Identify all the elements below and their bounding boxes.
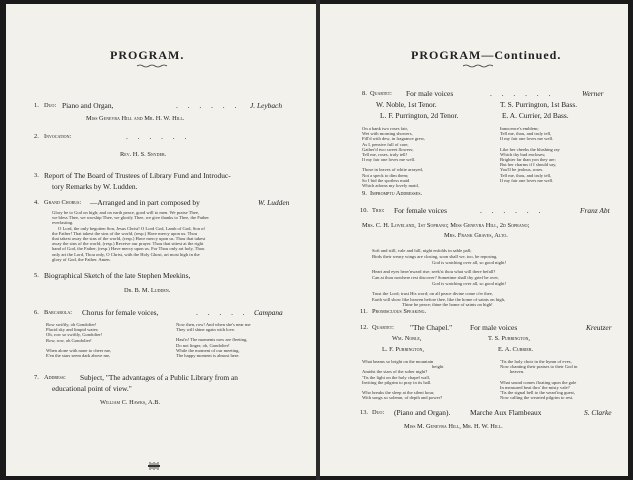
item-7-line2: educational point of view."	[52, 384, 132, 393]
item-12-performer-d: E. A. Currier.	[498, 346, 534, 353]
item-6-number: 6.	[34, 309, 39, 316]
item-5-number: 5.	[34, 272, 39, 279]
title-ornament	[137, 64, 167, 68]
item-4-composer: W. Ludden	[258, 198, 290, 207]
item-12-desc2: For male voices	[470, 323, 518, 332]
item-6-leader: . . . . . .	[196, 308, 261, 317]
item-10-leader: . . . . . .	[480, 206, 545, 215]
item-9-label: Impromptu Addresses.	[370, 190, 423, 197]
item-6-composer: Campana	[254, 308, 283, 317]
item-8-leader: . . . . . .	[490, 89, 555, 98]
item-12-performer-b: T. S. Purrington,	[488, 335, 531, 342]
item-1-composer: J. Leybach	[250, 101, 283, 110]
item-8-number: 8.	[362, 90, 367, 97]
title-ornament	[463, 64, 493, 68]
item-8-performer-b: T. S. Purrington, 1st Bass.	[500, 100, 578, 109]
item-6-verse-left: Row swiftly, oh Gondolier! Placid sky and limpid water; Oh, row so swiftly, Gondolier! Row, row, oh Gondolier! When alone with none to cheer me, E'en the stars seem dark above me,	[46, 322, 112, 359]
item-2-label: Invocation:	[44, 133, 72, 140]
fleuron-ornament-icon	[146, 457, 162, 465]
item-2-performers: Rev. H. S. Snyder.	[120, 151, 167, 158]
item-1-desc: Piano and Organ,	[62, 101, 114, 110]
item-1-number: 1.	[34, 102, 39, 109]
item-11-label: Promiscuous Speaking.	[372, 308, 427, 315]
item-12-performer-a: Wm. Noble,	[392, 335, 422, 342]
item-10-label: Trio:	[372, 207, 385, 214]
item-6-label: Barcarola:	[44, 309, 73, 316]
left-page-title: PROGRAM.	[110, 48, 185, 62]
item-8-composer: Werner	[582, 89, 604, 98]
item-9-number: 9.	[362, 190, 367, 197]
item-1-label: Duo:	[44, 102, 57, 109]
item-3-line1: Report of The Board of Trustees of Library Fund and Introduc-	[44, 171, 231, 180]
item-6-verse-right: Now then, row! And when she's near me They will shine again with love. Hast'n! The moments now are fleeting, Do not linger, oh, Gondolier! While the moment of our meeting, The happy moment is almost here.	[176, 322, 251, 359]
item-10-desc: For female voices	[394, 206, 447, 215]
item-11-number: 11.	[360, 308, 368, 315]
item-2-number: 2.	[34, 133, 39, 140]
item-5-line1: Biographical Sketch of the late Stephen Meekins,	[44, 271, 191, 280]
item-2-leader: . . . . . .	[126, 132, 191, 141]
item-7-number: 7.	[34, 374, 39, 381]
item-4-text: Glory be to God on high; and on earth peace, good will to men. We praise Thee, we bless Thee, we worship Thee, we glorify Thee, we give thanks to Thee, the Father everlasting. O Lord, the only begotten Son, Jesus Christ! O Lord God, Lamb of God, Son of the Father! That takest the sins of the world, (resp.) Have mercy upon us. Thou that takest away the sins of the world, (resp.) Have mercy upon us. Thou that takest away the sins of the world, (resp.) Receive our prayer. Thou that sittest at the right hand of God, the Father, (resp.) Have mercy upon us. For Thou only art holy, Thou only art the Lord, Thou only, O Christ, with the Holy Ghost, art most high in the glory of God, the Father. Amen.	[52, 210, 209, 262]
item-1-performers: Miss Genevra Hill and Mr. H. W. Hill.	[86, 115, 185, 122]
item-8-verse-left: On a bank two roses fair, Wet with morning showers, Fill'd with dew, in fragrance grew, As I, pensive full of care, Gather'd two sweet flowers; Tell me, roses, truly tell! If my fair one loves me well. Those in leaves of white arrayed, Not a speck to dim them; So I bid the spotless maid Which adorns my lovely maid,	[362, 126, 425, 189]
right-page-title: PROGRAM—Continued.	[411, 48, 562, 62]
item-12-desc: "The Chapel."	[410, 323, 453, 332]
item-13-performers: Miss M. Genevra Hill, Mr. H. W. Hill.	[404, 423, 503, 430]
item-8-verse-right: Innocence's emblem; Tell me, thou, and truly tell, If my fair one loves me well. Like her cheeks the blushing ray Which thy bud encloses; Brighter far than yon they are; But her charms if I should say, You'll be jealous, roses. Tell me, thou, and truly tell, If my fair one loves me well.	[500, 126, 560, 183]
item-7-label: Address:	[44, 374, 66, 381]
item-12-composer: Kreutzer	[586, 323, 612, 332]
item-3-number: 3.	[34, 172, 39, 179]
item-8-desc: For male voices	[406, 89, 454, 98]
item-13-desc: (Piano and Organ).	[394, 408, 451, 417]
item-1-leader: . . . . . .	[176, 101, 241, 110]
item-12-number: 12.	[360, 324, 368, 331]
item-10-number: 10.	[360, 207, 368, 214]
item-8-performer-a: W. Noble, 1st Tenor.	[376, 100, 437, 109]
item-12-label: Quartet:	[372, 324, 394, 331]
item-10-composer: Franz Abt	[580, 206, 610, 215]
item-8-performer-c: L. F. Purrington, 2d Tenor.	[380, 111, 459, 120]
item-13-desc2: Marche Aux Flambeaux	[470, 408, 542, 417]
item-4-label: Grand Chorus:	[44, 199, 82, 206]
item-10-performers-line2: Mrs. Frank Graves, Alto.	[444, 232, 508, 239]
item-3-line2: tory Remarks by W. Ludden.	[52, 182, 138, 191]
item-10-verse: Soft and still, vale and hill, night enfolds in sable pall; Birds their weary wings are closing, soon shall we, too, be reposing. God is watching over all, so good night! Heart and eyes heav'nward rise; seek'st thou what will there befall? Can at thou nowhere rest discover? Sometime shall thy grief be over, God is watching over all, so good night! Trust the Lord; trust His word; on all peace divine come o'er thee, Earth will show like heaven before thee, like the home of saints on high, Thine be peace; thine the home of saints on high!	[372, 248, 507, 308]
right-page	[320, 4, 628, 476]
item-13-label: Duo:	[372, 409, 385, 416]
item-7-performers: William C. Hawks, A.B.	[100, 399, 161, 406]
item-8-performer-d: E. A. Currier, 2d Bass.	[502, 111, 569, 120]
item-12-performer-c: L. F. Purrington,	[382, 346, 424, 353]
item-5-performers: Dr. B. M. Ludden.	[124, 287, 171, 294]
item-12-verse-left: What beams so bright on the mountain height Amidst the stars of the sober night? 'Tis the light on the holy chapel wall, Inviting the pilgrim to pray in its hall. Who breaks the sleep at the silent hour, With songs so solemn, of depth and power?	[362, 359, 444, 401]
item-13-composer: S. Clarke	[584, 408, 612, 417]
item-4-number: 4.	[34, 199, 39, 206]
left-page	[6, 4, 316, 476]
item-12-verse-right: 'Tis the holy choir in the hymn of eves, Now chanting their praises to their God in heaven. What sound comes floating upon the gale In measured beat thro' the misty vale? 'Tis the signal bell to the weari'ing guest, Now calling the wearied pilgrim to rest.	[500, 359, 578, 401]
item-4-desc: —Arranged and in part composed by	[90, 198, 200, 207]
item-10-performers-line1: Mrs. C. H. Loveland, 1st Soprano; Miss Genevra Hill, 2d Soprano;	[362, 222, 530, 229]
item-7-line1: Subject, "The advantages of a Public Library from an	[80, 373, 238, 382]
item-8-label: Quartet:	[370, 90, 392, 97]
item-6-desc: Chorus for female voices,	[82, 308, 159, 317]
item-13-number: 13.	[360, 409, 368, 416]
